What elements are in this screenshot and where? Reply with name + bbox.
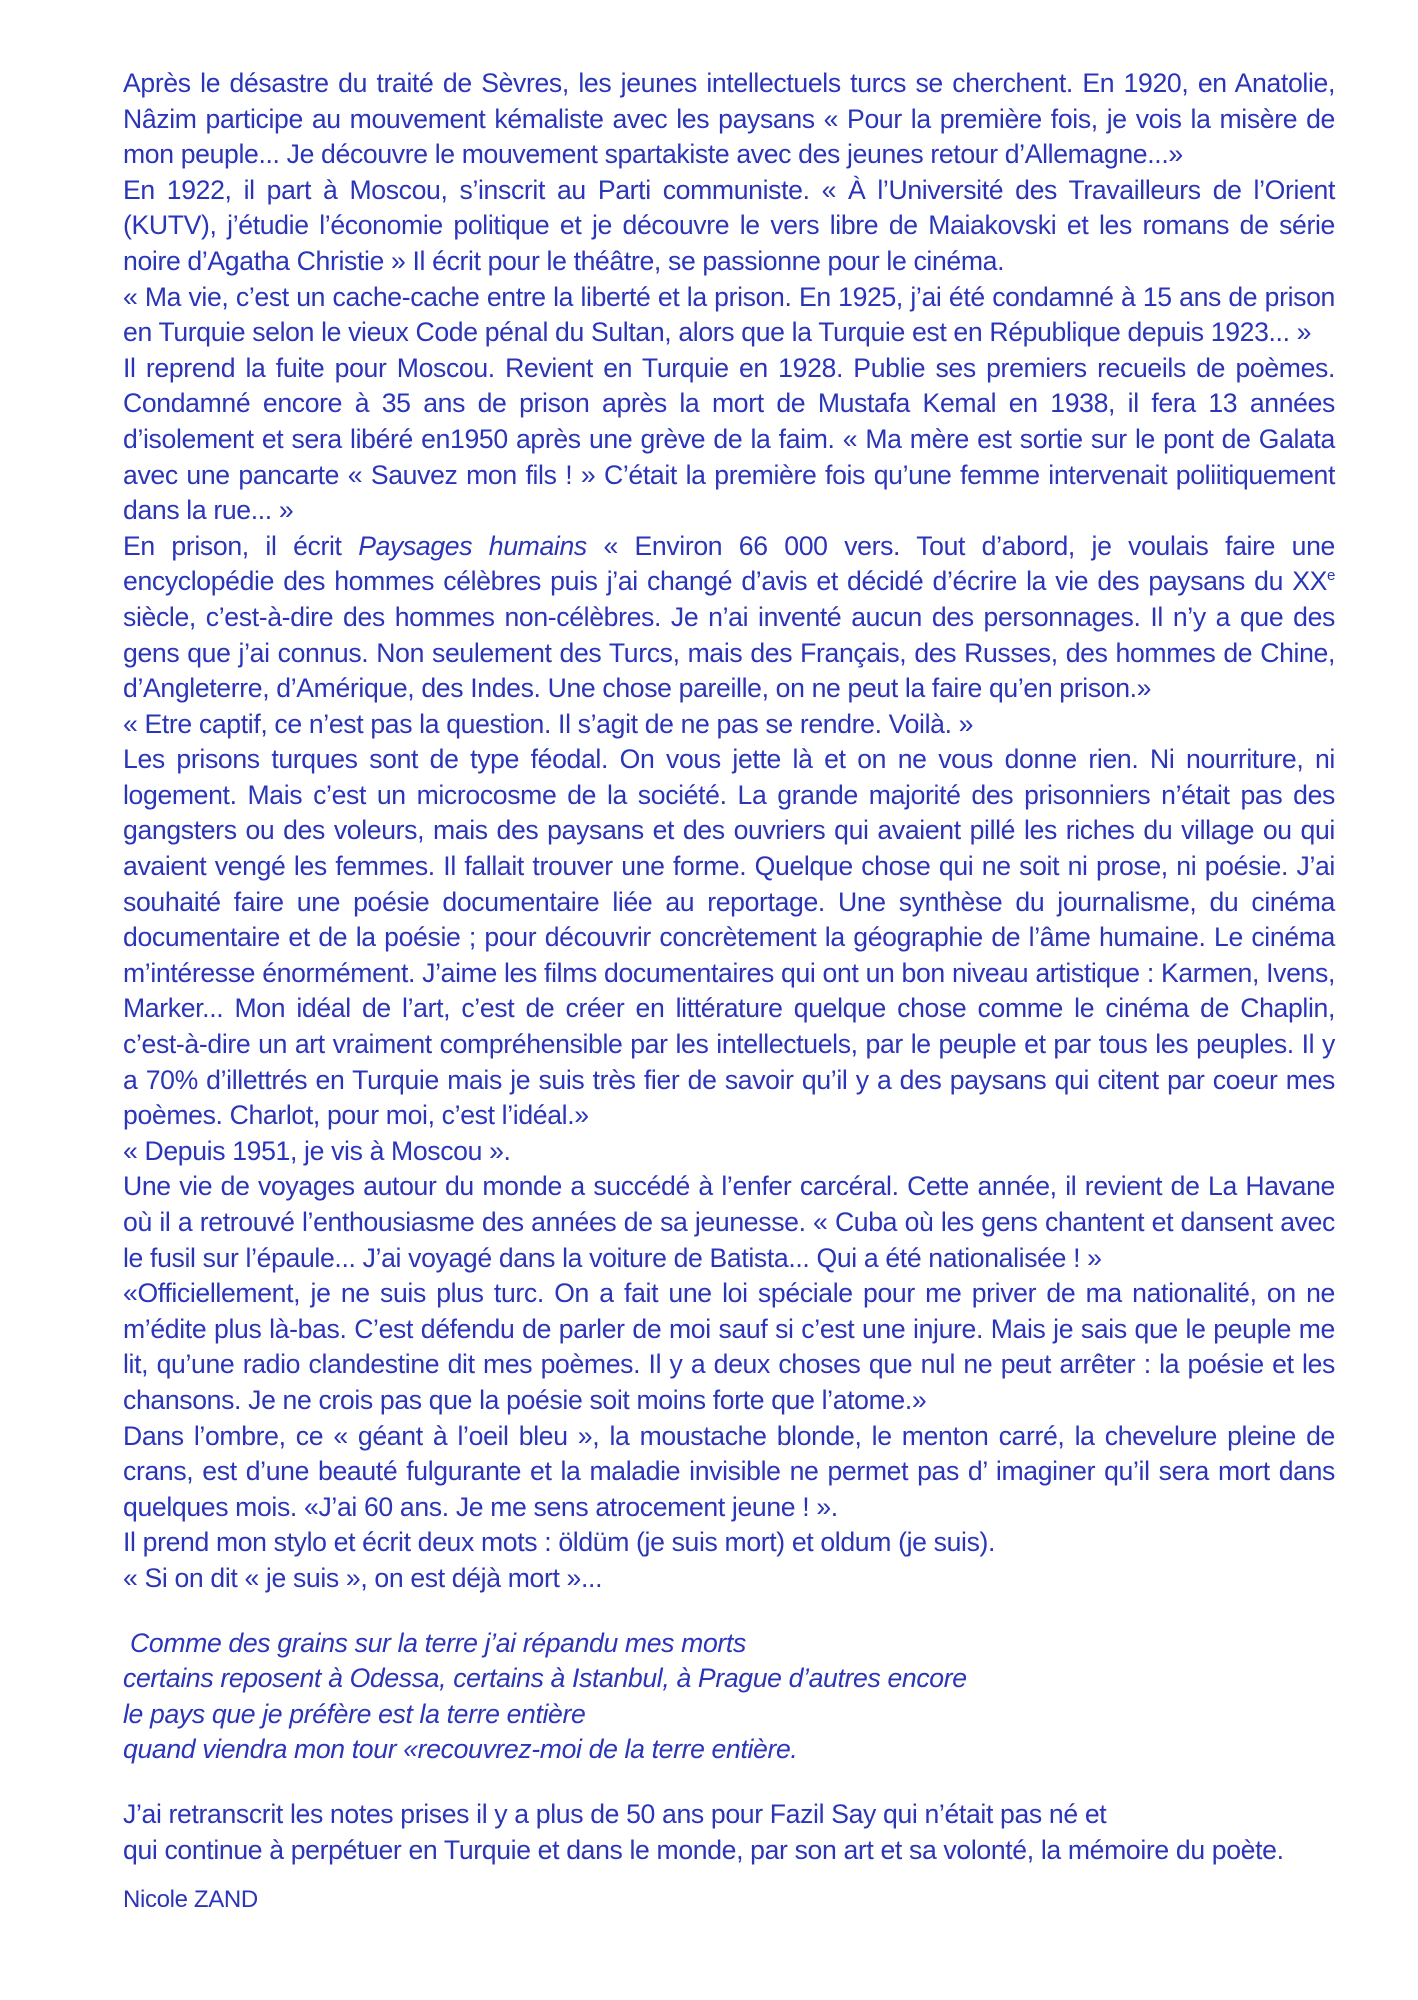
paragraph-fuite: Il reprend la fuite pour Moscou. Revient en Turquie en 1928. Publie ses premiers recueils de poèmes. Condamné encore à 35 ans de prison après la mort de Mustafa Kemal en 1938, il fera 13 années d’isolement et sera libéré en1950 après une grève de la faim. « Ma mère est sortie sur le pont de Galata avec une pancarte « Sauvez mon fils ! » C’était la première fois qu’une femme intervenait poliitiquement dans la rue... » — [123, 352, 1335, 526]
century-superscript: e — [1327, 567, 1335, 585]
poem — [123, 1626, 1335, 1768]
paragraph-captif: « Etre captif, ce n’est pas la question. Il s’agit de ne pas se rendre. Voilà. » — [123, 708, 974, 739]
book-title: Paysages humains — [358, 530, 587, 561]
paragraph-stylo: Il prend mon stylo et écrit deux mots : öldüm (je suis mort) et oldum (je suis). — [123, 1527, 996, 1558]
paragraph-depuis-1951: « Depuis 1951, je vis à Moscou ». — [123, 1135, 511, 1166]
paragraph-prisons-turques: Les prisons turques sont de type féodal. On vous jette là et on ne vous donne rien. Ni nourriture, ni logement. Mais c’est un microcosme de la société. La grande majorité des prisonniers n’était pas des gangsters ou des voleurs, mais des paysans et des ouvriers qui avaient pillé les riches du village ou qui avaient vengé les femmes. Il fallait trouver une forme. Quelque chose qui ne soit ni prose, ni poésie. J’ai souhaité faire une poésie documentaire liée au reportage. Une synthèse du journalisme, du cinéma documentaire et de la poésie ; pour découvrir concrètement la géographie de l’âme humaine. Le cinéma m’intéresse énormément. J’aime les films documentaires qui ont un bon niveau artistique : Karmen, Ivens, Marker... Mon idéal de l’art, c’est de créer en littérature quelque chose comme le cinéma de Chaplin, c’est-à-dire un art vraiment compréhensible par les intellectuels, par le peuple et par tous les peuples. Il y a 70% d’illettrés en Turquie mais je suis très fier de savoir qu’il y a des paysans qui citent par coeur mes poèmes. Charlot, pour moi, c’est l’idéal.» — [123, 744, 1335, 1131]
paragraph-moscou-1922: En 1922, il part à Moscou, s’inscrit au Parti communiste. « À l’Université des Travailleurs de l’Orient (KUTV), j’étudie l’économie politique et je découvre le vers libre de Maiakovski et les romans de série noire d’Agatha Christie » Il écrit pour le théâtre, se passionne pour le cinéma. — [123, 174, 1335, 276]
poem-line: certains reposent à Odessa, certains à Istanbul, à Prague d’autres encore — [123, 1663, 967, 1694]
poem-line: quand viendra mon tour «recouvrez-moi de la terre entière. — [123, 1734, 798, 1765]
article-body — [123, 66, 1335, 1918]
paragraph-sevres: Après le désastre du traité de Sèvres, les jeunes intellectuels turcs se cherchent. En 1920, en Anatolie, Nâzim participe au mouvement kémaliste avec les paysans « Pour la première fois, je vois la misère de mon peuple... Je découvre le mouvement spartakiste avec des jeunes retour d’Allemagne...» — [123, 68, 1335, 170]
poem-line: le pays que je préfère est la terre entière — [123, 1698, 586, 1729]
poem-line: Comme des grains sur la terre j’ai répandu mes morts — [123, 1627, 746, 1658]
prison-intro: En prison, il écrit — [123, 530, 359, 561]
paragraph-je-suis: « Si on dit « je suis », on est déjà mort »... — [123, 1562, 603, 1593]
closing-line: qui continue à perpétuer en Turquie et dans le monde, par son art et sa volonté, la mémoire du poète. — [123, 1834, 1284, 1865]
paragraph-voyages: Une vie de voyages autour du monde a succédé à l’enfer carcéral. Cette année, il revient de La Havane où il a retrouvé l’enthousiasme des années de sa jeunesse. « Cuba où les gens chantent et dansent avec le fusil sur l’épaule... J’ai voyagé dans la voiture de Batista... Qui a été nationalisée ! » — [123, 1171, 1335, 1273]
paragraph-cache-cache: « Ma vie, c’est un cache-cache entre la liberté et la prison. En 1925, j’ai été condamné à 15 ans de prison en Turquie selon le vieux Code pénal du Sultan, alors que la Turquie est en République depuis 1923... » — [123, 281, 1335, 348]
author-signature: Nicole ZAND — [123, 1886, 258, 1914]
prison-text-2: siècle, c’est-à-dire des hommes non-célèbres. Je n’ai inventé aucun des personnages. Il n’y a que des gens que j’ai connus. Non seulement des Turcs, mais des Français, des Russes, des hommes de Chine, d’Angleterre, d’Amérique, des Indes. Une chose pareille, on ne peut la faire qu’en prison.» — [123, 601, 1335, 704]
paragraph-prison — [123, 529, 1335, 707]
paragraph-ombre: Dans l’ombre, ce « géant à l’oeil bleu », la moustache blonde, le menton carré, la chevelure pleine de crans, est d’une beauté fulgurante et la maladie invisible ne permet pas d’ imaginer qu’il sera mort dans quelques mois. «J’ai 60 ans. Je me sens atrocement jeune ! ». — [123, 1420, 1335, 1522]
closing-note — [123, 1797, 1335, 1868]
prison-text-1: « Environ 66 000 vers. Tout d’abord, je voulais faire une encyclopédie des hommes célèbres puis j’ai changé d’avis et décidé d’écrire la vie des paysans du XX — [123, 530, 1335, 597]
paragraph-officiellement: «Officiellement, je ne suis plus turc. On a fait une loi spéciale pour me priver de ma nationalité, on ne m’édite plus là-bas. C’est défendu de parler de moi sauf si c’est une injure. Mais je sais que le peuple me lit, qu’une radio clandestine dit mes poèmes. Il y a deux choses que nul ne peut arrêter : la poésie et les chansons. Je ne crois pas que la poésie soit moins forte que l’atome.» — [123, 1278, 1335, 1415]
closing-line: J’ai retranscrit les notes prises il y a plus de 50 ans pour Fazil Say qui n’était pas né et — [123, 1798, 1107, 1829]
